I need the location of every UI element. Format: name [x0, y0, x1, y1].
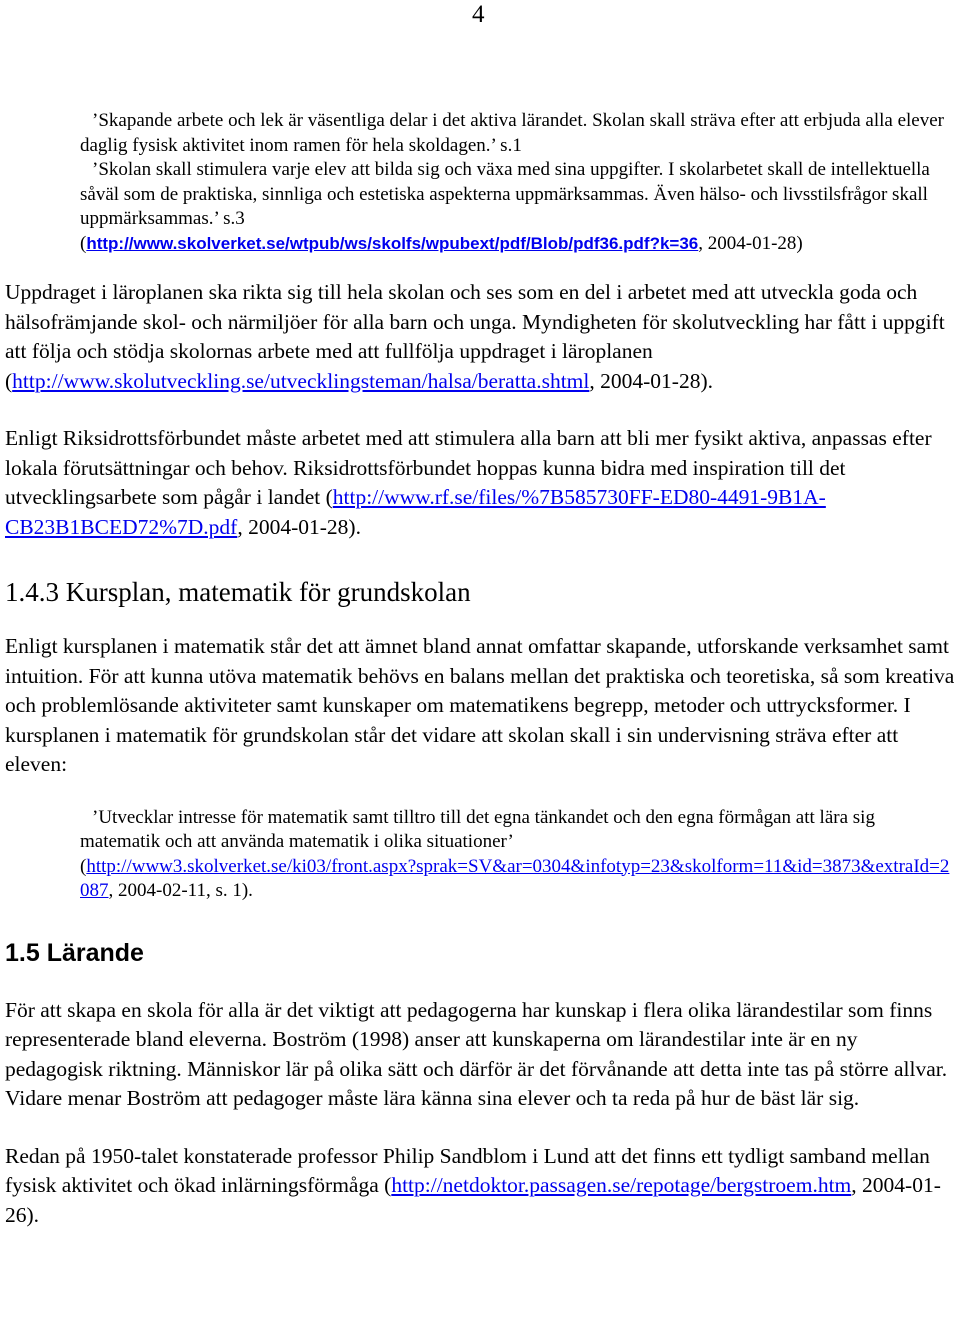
- netdoktor-link[interactable]: http://netdoktor.passagen.se/repotage/bergstroem.htm: [391, 1173, 852, 1197]
- section-heading: 1.5 Lärande: [5, 938, 144, 967]
- skolverket-kursplan-link[interactable]: http://www3.skolverket.se/ki03/front.aspx?sprak=SV&ar=0304&infotyp=23&skolform=11&id=3873&extraId=2087: [80, 855, 950, 901]
- paragraph: Enligt Riksidrottsförbundet måste arbetet med att stimulera alla barn att bli mer fysikt aktiva, anpassas efter lokala förutsättningar och behov. Riksidrottsförbundet hoppas kunna bidra med inspiration till det utvecklingsarbete som pågår i landet (http://www.rf.se/files/%7B585730FF-ED80-4491-9B1A-CB23B1BCED72%7D.pdf, 2004-01-28).: [5, 426, 932, 539]
- page-number: 4: [472, 1, 485, 28]
- paragraph: Enligt kursplanen i matematik står det att ämnet bland annat omfattar skapande, utforskande verksamhet samt intuition. För att kunna utöva matematik behövs en balans mellan det praktiska och teoretiska, så som kreativa och problemlösande aktiviteter samt kunskaper om matematikens begrepp, metoder och uttrycksformer. I kursplanen i matematik för grundskolan står det vidare att skolan skall i sin undervisning sträva efter att eleven:: [5, 634, 955, 776]
- skolverket-link[interactable]: http://www.skolverket.se/wtpub/ws/skolfs/wpubext/pdf/Blob/pdf36.pdf?k=36: [86, 233, 699, 253]
- paragraph: Redan på 1950-talet konstaterade professor Philip Sandblom i Lund att det finns ett tydligt samband mellan fysisk aktivitet och ökad inlärningsförmåga (http://netdoktor.passagen.se/repotage/bergstroem.htm, 2004-01-26).: [5, 1143, 941, 1227]
- paragraph: Uppdraget i läroplanen ska rikta sig till hela skolan och ses som en del i arbetet med att utveckla goda och hälsofrämjande skol- och närmiljöer för alla barn och unga. Myndigheten för skolutveckling har fått i uppgift att följa och stödja skolornas arbete med att fullfölja uppdraget i läroplanen (http://www.skolutveckling.se/utvecklingsteman/halsa/beratta.shtml, 2004-01-28).: [5, 280, 945, 393]
- quote-reference: (http://www.skolverket.se/wtpub/ws/skolfs/wpubext/pdf/Blob/pdf36.pdf?k=36, 2004-01-28): [80, 232, 803, 254]
- rf-link[interactable]: http://www.rf.se/files/%7B585730FF-ED80-4491-9B1A-CB23B1BCED72%7D.pdf: [5, 485, 826, 539]
- section-heading: 1.4.3 Kursplan, matematik för grundskolan: [5, 577, 471, 607]
- quote-reference: (http://www3.skolverket.se/ki03/front.aspx?sprak=SV&ar=0304&infotyp=23&skolform=11&id=3873&extraId=2087, 2004-02-11, s. 1).: [80, 855, 950, 901]
- kursplan-quote: [80, 806, 952, 904]
- quote-paragraph: ’Skapande arbete och lek är väsentliga delar i det aktiva lärandet. Skolan skall sträva efter att erbjuda alla elever daglig fysisk aktivitet inom ramen för hela skoldagen.’ s.1: [80, 110, 944, 156]
- curriculum-quote: [80, 109, 952, 256]
- document-content: [5, 109, 957, 1230]
- skolutveckling-link[interactable]: http://www.skolutveckling.se/utvecklingsteman/halsa/beratta.shtml: [12, 368, 590, 393]
- paragraph: För att skapa en skola för alla är det viktigt att pedagogerna har kunskap i flera olika lärandestilar som finns representerade bland eleverna. Boström (1998) anser att kunskaperna om lärandestilar inte är en ny pedagogisk riktning. Människor lär på olika sätt och därför är det förvånande att detta inte tas på större allvar. Vidare menar Boström att pedagoger måste lära känna sina elever och ta reda på hur de bäst lär sig.: [5, 997, 948, 1110]
- quote-paragraph: ’Utvecklar intresse för matematik samt tilltro till det egna tänkandet och den egna förmågan att lära sig matematik och att använda matematik i olika situationer’: [80, 806, 875, 852]
- quote-paragraph: ’Skolan skall stimulera varje elev att bilda sig och växa med sina uppgifter. I skolarbetet skall de intellektuella såväl som de praktiska, sinnliga och estetiska aspekterna uppmärksammas. Även hälso- och livsstilsfrågor skall uppmärksammas.’ s.3: [80, 159, 930, 229]
